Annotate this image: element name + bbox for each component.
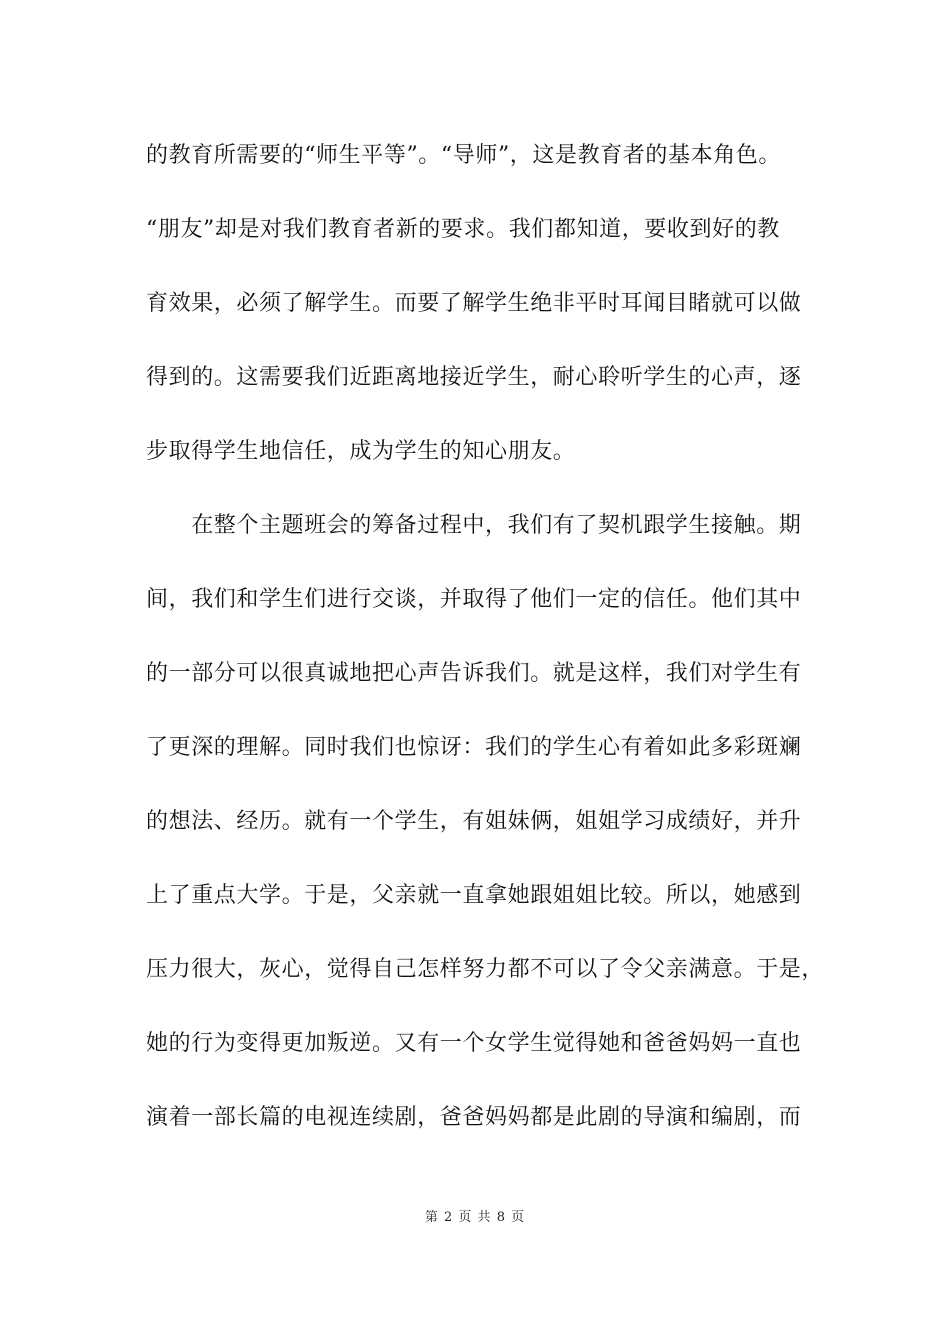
text-line: 间，我们和学生们进行交谈，并取得了他们一定的信任。他们其中: [146, 587, 802, 612]
text-line: 得到的。这需要我们近距离地接近学生，耐心聆听学生的心声，逐: [146, 365, 802, 390]
text-line: 了更深的理解。同时我们也惊讶：我们的学生心有着如此多彩斑斓: [146, 735, 802, 760]
text-line: 育效果，必须了解学生。而要了解学生绝非平时耳闻目睹就可以做: [146, 291, 802, 316]
body-text: [146, 130, 825, 1166]
text-line: “朋友”却是对我们教育者新的要求。我们都知道，要收到好的教: [146, 217, 780, 242]
text-line: 的教育所需要的“师生平等”。“导师”，这是教育者的基本角色。: [146, 143, 781, 168]
text-line: 上了重点大学。于是，父亲就一直拿她跟姐姐比较。所以，她感到: [146, 883, 802, 908]
text-line: 的一部分可以很真诚地把心声告诉我们。就是这样，我们对学生有: [146, 661, 802, 686]
text-line: 演着一部长篇的电视连续剧，爸爸妈妈都是此剧的导演和编剧，而: [146, 1105, 802, 1130]
text-line: 压力很大，灰心，觉得自己怎样努力都不可以了令父亲满意。于是，: [146, 957, 825, 982]
text-line: 她的行为变得更加叛逆。又有一个女学生觉得她和爸爸妈妈一直也: [146, 1031, 802, 1056]
text-line: 在整个主题班会的筹备过程中，我们有了契机跟学生接触。期: [146, 513, 802, 538]
page-number-footer: 第 2 页 共 8 页: [424, 1210, 526, 1225]
text-line: 的想法、经历。就有一个学生，有姐妹俩，姐姐学习成绩好，并升: [146, 809, 802, 834]
text-line: 步取得学生地信任，成为学生的知心朋友。: [146, 439, 576, 464]
